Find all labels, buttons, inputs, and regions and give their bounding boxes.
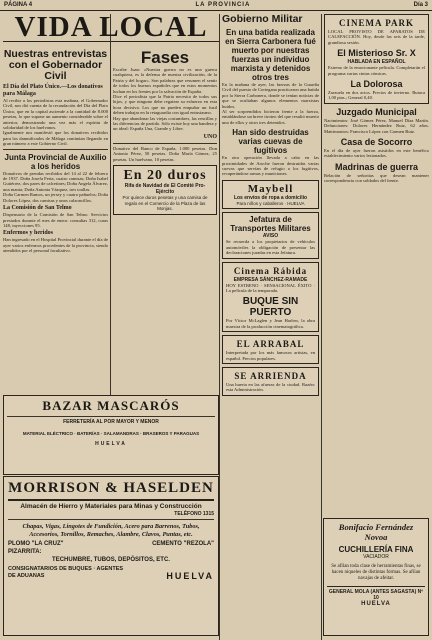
page-date: Día 3 [413,2,428,8]
bonifacio-ad [323,518,429,636]
divider [3,149,108,150]
film-title: El Misterioso Sr. X [337,48,416,59]
box-subtitle: AVISO [262,233,279,240]
ad-items: MATERIAL ELÉCTRICO · BATERÍAS · SALAMANDRAS · BRASEROS Y PARAGUAS [22,431,200,436]
ad-text: Estreno de la emocionante película. Completarán el programa varias cintas cómicas. [328,65,425,76]
ad-subtitle: FERRETERÍA AL POR MAYOR Y MENOR [63,419,159,425]
article-text: En la mañana de ayer, las fuerzas de la Guardia Civil del puesto de Cortegana practicaron una batida por la Sierra Carbonera, donde se tenían noticias de que se ocultaban algunos elementos marxistas huidos. [222,82,319,109]
ad-title: EL ARRABAL [236,339,305,350]
ad-small: Para niños y caballeros · HUELVA [236,200,305,206]
ad-consignatarios: CONSIGNATARIOS DE BUQUES · AGENTES DE ADUANAS [8,566,124,579]
headline-gobernador: Nuestras entrevistas con el Gobernador Civil [3,48,108,82]
ad-subtitle: Almacén de Hierro y Materiales para Minas y Construcción [20,503,202,510]
page-header [0,0,432,11]
ad-title: CINEMA PARK [338,18,415,28]
ad-title: MORRISON & HASELDEN [8,480,214,501]
ad-tech: TECHUMBRE, TUBOS, DEPÓSITOS, ETC. [52,557,170,563]
ad-city: HUELVA [95,440,127,447]
headline-casa-socorro: Casa de Socorro [340,137,413,148]
headline-juzgado: Juzgado Municipal [336,106,417,117]
subhead-san-telmo: La Comisión de San Telmo [3,205,72,212]
ad-subtitle: EMPRESA SÁNCHEZ-RAMADE [233,276,308,283]
ad-subtitle: Los envíos de ropa a domicilio [233,194,308,201]
page-number: PÁGINA 4 [4,2,33,8]
headline-madrinas: Madrinas de guerra [334,161,419,172]
article-text: Al recibir a los periodistas esta mañana, el Gobernador Civil, nos dió cuenta de la recaudación del Día del Plato Único, que en la capital asciende a la cantidad de 8.000 pesetas, lo que supone un aumento considerable sobre el anterior, demostrando una vez más el espíritu de solidaridad de los huelvanos. [3,98,108,131]
article-text: Nacimientos: José Gómez Pérez, Manuel Díaz Martín. Defunciones: Dolores Hernández Ruiz, 62 años. Matrimonios: Francisco López con Carmen Ruiz. [324,117,429,134]
ad-title: BAZAR MASCARÓS [42,398,180,413]
ad-pizarra-row [8,549,214,555]
article-signature: UNO [203,133,217,140]
article-text: Hay que abandonar las viejas costumbres, las rencillas y las diferencias de partido. Sólo existe hoy una bandera y un ideal: España Una, Grande y Libre. [113,115,217,132]
subhead-enfermos: Enfermos y heridos [3,230,53,237]
article-text: Escribe Juan: «Nuestra guerra no es una guerra cualquiera, es la defensa de nuestra civilización, de la Patria y del hogar». Son palabras que resumen el sentir de todos los buenos españoles que en estos momentos luchan en los frentes por la salvación de España. [113,67,217,94]
ad-text: LOCAL PROVISTO DE APARATOS DE CALEFACCIÓN. Hoy, desde las seis de la tarde, grandiosa sesión. [328,29,425,45]
ad-name: Bonifacio Fernández Novoa [338,522,414,542]
article-text: Dispensario de la Comisión de San Telmo. Servicios prestados durante el mes de enero: consultas 312, curas 148, inyecciones 95. [3,212,108,228]
box-text: Se recuerda a los propietarios de vehículos automóviles la obligación de presentar las declaraciones juradas en esta Jefatura. [226,239,315,256]
column-1 [3,46,108,384]
article-text: Igualmente nos manifestó que los donativos recibidos para los damnificados de Málaga continúan llegando en gran número a este Gobierno Civil. [3,130,108,147]
box-title: Jefatura de Transportes Militares [230,215,311,234]
article-text: Han ingresado en el Hospital Provincial durante el día de ayer varios enfermos procedentes de la provincia, siendo atendidos por el personal facultativo. [3,237,108,254]
headline-gobierno-militar: Gobierno Militar [222,14,303,25]
ad-footer [8,566,214,579]
article-text: Doña Carmen Ramos, un jersey y cuatro pañuelos; Doña Dolores López, dos camisas y unos calzoncillos. [3,192,108,203]
article-text: En otra operación llevada a cabo en las proximidades de Aroche fueron destruidas varias cuevas que servían de refugio a los fugitivos, recuperándose armas y municiones. [222,155,319,177]
ad-text: Una huerta en las afueras de la ciudad. Razón: esta Administración. [226,382,315,393]
column-rule [321,14,322,640]
newspaper-name: LA PROVINCIA [195,2,251,8]
se-arrienda-ad [222,367,319,396]
subhead-plato-unico: El Día del Plato Único.—Los donativos para Málaga [3,84,103,97]
ad-business: CUCHILLERÍA FINA [338,545,414,554]
vida-local-section [3,14,219,42]
article-text: Donativos de prendas recibidos del 14 al 22 de febrero de 1937. Doña Josefa Feria, cuatro camisas; Doña Isabel Gutiérrez, dos pares de calcetines; Doña Angela Álvarez, una manta; Doña Antonia Vázquez, tres toallas. [3,170,108,192]
ad-blurb: Se afilan toda clase de herramientas finas, se hacen niqueles de distintas formas. Se afilan navajas de afeitar. [331,564,421,581]
ad-text: Interpretada por los más famosos artistas, en español. Precios populares. [226,350,315,361]
section-title: VIDA LOCAL [3,14,219,42]
headline-junta-provincial: Junta Provincial de Auxilio a los heridos [4,152,107,171]
ad-role: VACIADOR [363,554,389,560]
ad-brand-cemento: CEMENTO "REZOLA" [152,541,214,547]
ad-city: HUELVA [166,570,214,581]
ad-city: HUELVA [361,601,391,607]
ad-text: Por Víctor McLaglen y Jean Harlow, la obra maestra de la producción cinematográfica. [226,318,315,329]
divider [113,143,217,144]
divider [7,416,215,417]
promo-body: Por quince duros pesetas y una camisa de regalo en el Comercio de la Plaza de las Monjas. [122,195,208,212]
ad-items: Chapas, Vigas, Lingotes de Fundición, Acero para Barrenos, Tubos, Accesorios, Tornillos, Remaches, Alambre, Clavos, Puntas, etc. [22,523,200,538]
headline-fases: Fases [140,48,190,67]
ad-brands-row [8,541,214,547]
subhead-cuevas: Han sido destruidas varias cuevas de fugitivos [232,128,309,156]
maybell-ad [222,180,319,210]
column-2 [113,46,217,384]
ad-phone: TELÉFONO 1315 [174,511,214,517]
film-title: La Dolorosa [350,79,403,90]
promo-title: En 20 duros [123,168,207,184]
ad-title: SE ARRIENDA [234,371,307,382]
promo-subtitle: Rifa de Navidad de El Comité Pro-Ejército [124,183,206,196]
ad-brand-plomo: PLOMO "LA CRUZ" [8,541,64,547]
ad-title: Maybell [247,182,294,195]
ad-text: HOY ESTRENO · SENSACIONAL ÉXITO · La película de la temporada. [226,282,315,293]
cinema-rabida-ad [222,262,319,333]
article-text: Dice el periodista que la Patria necesita de todos sus hijos, y que ninguno debe regatear su esfuerzo en esta hora decisiva. Los que no pueden empuñar un fusil deben trabajar en la retaguardia con igual entusiasmo. [113,94,217,116]
promo-box [113,165,217,215]
ad-pizarra: PIZARRITA: [8,549,42,555]
ad-address: GENERAL MOLA (ANTES SAGASTA) Nº 10 [327,586,425,601]
el-arrabal-ad [222,335,319,364]
column-rule [219,14,220,640]
morrison-haselden-ad [3,476,219,636]
transportes-box [222,212,319,258]
subhead-batida: En una batida realizada en Sierra Carbonera fué muerto por nuestras fuerzas un individuo marxista y detenidos otros tres [225,28,316,82]
bazar-mascaros-ad [3,395,219,475]
donations-text: Donativo del Banco de España, 1.000 pesetas. Don Antonio Pérez, 50 pesetas. Doña María Gómez, 25 pesetas. Un huelvano, 10 pesetas. [113,145,217,162]
ad-text: Zarzuela en dos actos. Precios de invierno. Butaca 1,00 ptas.; General 0,40. [328,90,425,101]
article-text: Al ser sorprendidos hicieron frente a la fuerza, entablándose un breve tiroteo del que resultó muerto uno de ellos y otros tres detenidos. [222,109,319,125]
film-title: BUQUE SIN PUERTO [242,296,299,319]
article-text: En el día de ayer fueron asistidos en este benéfico establecimiento varios lesionados. [324,148,429,159]
film-subtitle: HABLADA EN ESPAÑOL [347,59,406,66]
article-text: Relación de señoritas que desean mantener correspondencia con soldados del frente. [324,172,429,184]
ad-tech-row [8,557,214,563]
column-5 [324,14,429,514]
divider [8,519,214,520]
ad-title: Cinema Rábida [233,265,308,276]
column-3 [222,14,319,638]
cinema-park-ad [324,14,429,104]
